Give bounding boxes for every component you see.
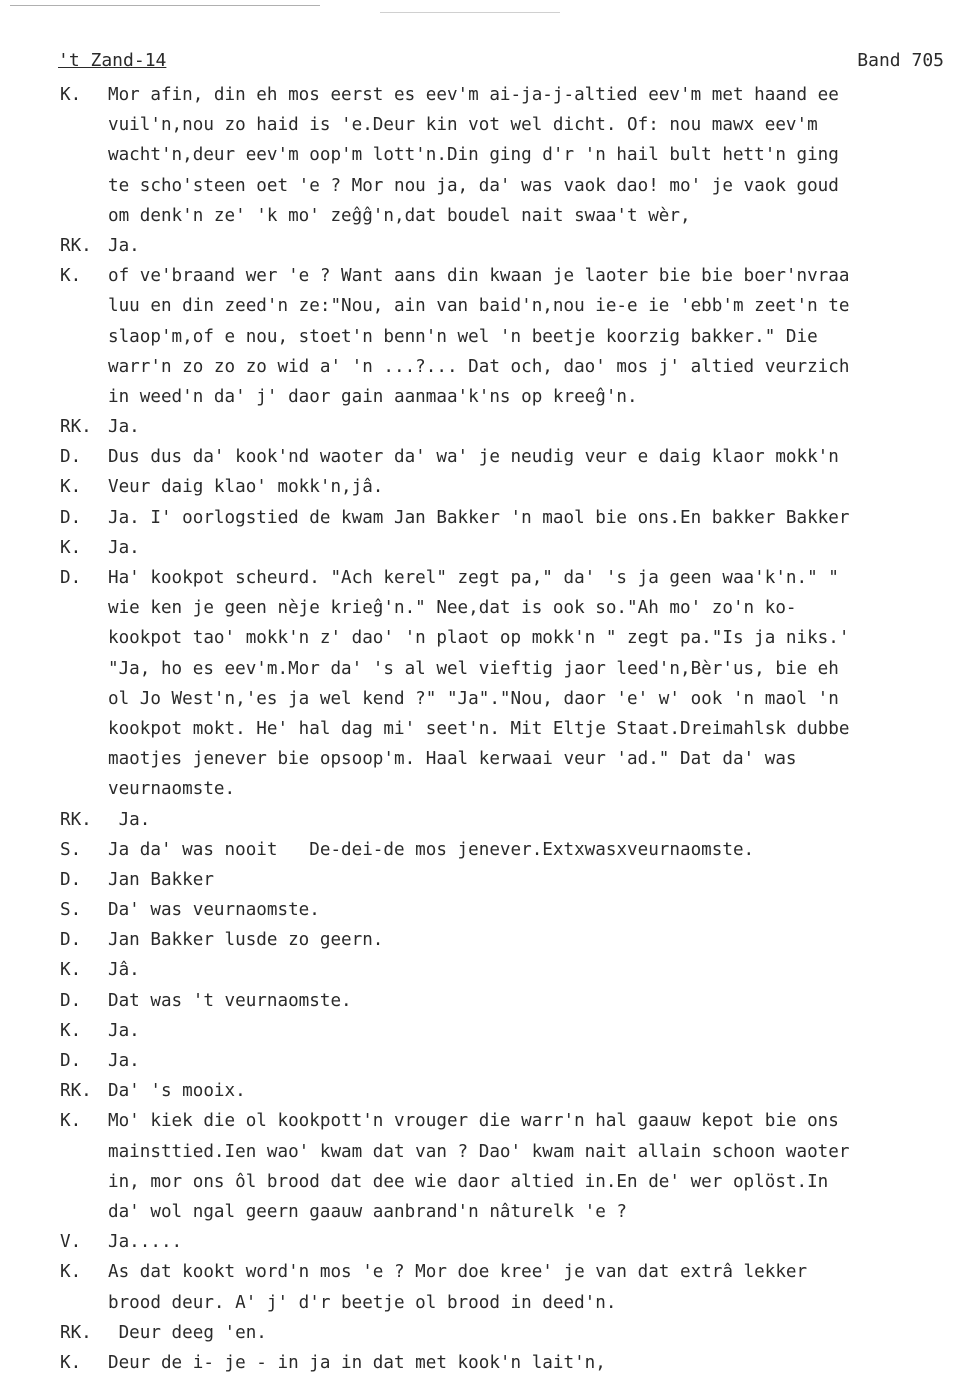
speaker-label: K. (60, 537, 82, 558)
speaker-label: K. (60, 1352, 82, 1373)
transcript-line (0, 955, 966, 985)
speaker-label: D. (60, 930, 82, 951)
line-text: brood deur. A' j' d'r beetje ol brood in deed'n. (108, 1292, 617, 1313)
transcript-line (0, 231, 966, 261)
speaker-label: RK. (60, 1322, 92, 1343)
line-text: Dus dus da' kook'nd waoter da' wa' je neudig veur e daig klaor mokk'n (108, 447, 839, 468)
line-text: of ve'braand wer 'e ? Want aans din kwaan je laoter bie bie boer'nvraa (108, 266, 850, 287)
transcript-line (0, 865, 966, 895)
speaker-label: RK. (60, 1081, 92, 1102)
transcript-line (0, 472, 966, 502)
speaker-label: D. (60, 990, 82, 1011)
line-text: kookpot mokt. He' hal dag mi' seet'n. Mit Eltje Staat.Dreimahlsk dubbe (108, 718, 850, 739)
speaker-label: RK. (60, 235, 92, 256)
line-text: Deur de i- je - in ja in dat met kook'n lait'n, (108, 1352, 606, 1373)
line-text: veurnaomste. (108, 779, 236, 800)
transcript-line (0, 1106, 966, 1136)
page-number: Band 705 (857, 50, 944, 71)
speaker-label: K. (60, 1262, 82, 1283)
transcript-line (0, 986, 966, 1016)
transcript-line (0, 1318, 966, 1348)
line-text: wie ken je geen nèje krieĝ'n." Nee,dat is ook so."Ah mo' zo'n ko- (108, 598, 797, 619)
line-text: maotjes jenever bie opsoop'm. Haal kerwaai veur 'ad." Dat da' was (108, 749, 797, 770)
line-text: Da' 's mooix. (108, 1081, 246, 1102)
line-text: Ja. (108, 417, 140, 438)
transcript-line (0, 1197, 966, 1227)
page-header (58, 50, 958, 76)
line-text: As dat kookt word'n mos 'e ? Mor doe kree' je van dat extrâ lekker (108, 1262, 808, 1283)
line-text: Mo' kiek die ol kookpott'n vrouger die warr'n hal gaauw kepot bie ons (108, 1111, 839, 1132)
line-text: te scho'steen oet 'e ? Mor nou ja, da' was vaok dao! mo' je vaok goud (108, 175, 839, 196)
transcript-line (0, 925, 966, 955)
speaker-label: RK. (60, 417, 92, 438)
transcript-line (0, 291, 966, 321)
transcript-line (0, 322, 966, 352)
speaker-label: K. (60, 960, 82, 981)
line-text: Ja. (108, 1020, 140, 1041)
transcript-line (0, 110, 966, 140)
transcript-line (0, 563, 966, 593)
speaker-label: S. (60, 900, 82, 921)
line-text: da' wol ngal geern gaauw aanbrand'n nâturelk 'e ? (108, 1201, 628, 1222)
transcript-line (0, 503, 966, 533)
transcript-line (0, 835, 966, 865)
line-text: Veur daig klao' mokk'n,jâ. (108, 477, 384, 498)
line-text: om denk'n ze' 'k mo' zeĝĝ'n,dat boudel nait swaa't wèr, (108, 205, 691, 226)
transcript-line (0, 714, 966, 744)
speaker-label: D. (60, 447, 82, 468)
line-text: Ja. (108, 809, 151, 830)
transcript-line (0, 774, 966, 804)
transcript-line (0, 442, 966, 472)
transcript-line (0, 1046, 966, 1076)
line-text: Ja..... (108, 1232, 183, 1253)
line-text: Deur deeg 'en. (108, 1322, 267, 1343)
transcript-line (0, 533, 966, 563)
transcript-line (0, 1257, 966, 1287)
speaker-label: K. (60, 477, 82, 498)
transcript-line (0, 654, 966, 684)
speaker-label: D. (60, 568, 82, 588)
line-text: kookpot tao' mokk'n z' dao' 'n plaot op mokk'n " zegt pa."Is ja niks.' (108, 628, 850, 649)
line-text: Ha' kookpot scheurd. "Ach kerel" zegt pa," da' 's ja geen waa'k'n." " (108, 568, 839, 588)
line-text: vuil'n,nou zo haid is 'e.Deur kin vot wel dicht. Of: nou mawx eev'm (108, 115, 818, 136)
speaker-label: V. (60, 1232, 82, 1253)
speaker-label: K. (60, 85, 82, 105)
line-text: Ja da' was nooit De-dei-de mos jenever.Extxwasxveurnaomste. (108, 839, 755, 860)
top-rule (380, 12, 560, 13)
line-text: wacht'n,deur eev'm oop'm lott'n.Din ging d'r 'n hail bult hett'n ging (108, 145, 839, 166)
transcript-line (0, 1016, 966, 1046)
line-text: Mor afin, din eh mos eerst es eev'm ai-ja-j-altied eev'm met haand ee (108, 85, 839, 105)
line-text: slaop'm,of e nou, stoet'n benn'n wel 'n beetje koorzig bakker." Die (108, 326, 818, 347)
line-text: warr'n zo zo zo wid a' 'n ...?... Dat och, dao' mos j' altied veurzich (108, 356, 850, 377)
transcript-line (0, 140, 966, 170)
transcript-line (0, 1227, 966, 1257)
transcript-line (0, 171, 966, 201)
line-text: Jan Bakker lusde zo geern. (108, 930, 384, 951)
speaker-label: D. (60, 1051, 82, 1071)
transcript-line (0, 412, 966, 442)
transcript-line (0, 352, 966, 382)
transcript-line (0, 744, 966, 774)
transcript-line (0, 805, 966, 835)
transcript-line (0, 201, 966, 231)
transcript-line (0, 1167, 966, 1197)
transcript-line (0, 684, 966, 714)
transcript-line (0, 261, 966, 291)
line-text: Da' was veurnaomste. (108, 900, 320, 921)
transcript-line (0, 1076, 966, 1106)
transcript-line (0, 80, 966, 110)
speaker-label: K. (60, 1111, 82, 1132)
transcript-line (0, 1288, 966, 1318)
line-text: "Ja, ho es eev'm.Mor da' 's al wel vieftig jaor leed'n,Bèr'us, bie eh (108, 658, 839, 679)
speaker-label: K. (60, 1020, 82, 1041)
header-title: 't Zand-14 (58, 50, 167, 71)
speaker-label: S. (60, 839, 82, 860)
top-rule (10, 5, 320, 6)
speaker-label: RK. (60, 809, 92, 830)
line-text: in, mor ons ôl brood dat dee wie daor altied in.En de' wer oplöst.In (108, 1171, 829, 1192)
transcript-line (0, 382, 966, 412)
line-text: Ja. I' oorlogstied de kwam Jan Bakker 'n maol bie ons.En bakker Bakker (108, 507, 850, 528)
line-text: Jan Bakker (108, 869, 214, 890)
speaker-label: D. (60, 869, 82, 890)
line-text: mainsttied.Ien wao' kwam dat van ? Dao' kwam nait allain schoon waoter (108, 1141, 850, 1162)
line-text: luu en din zeed'n ze:"Nou, ain van baid'n,nou ie-e ie 'ebb'm zeet'n te (108, 296, 850, 317)
line-text: ol Jo West'n,'es ja wel kend ?" "Ja"."Nou, daor 'e' w' ook 'n maol 'n (108, 688, 839, 709)
transcript-line (0, 623, 966, 653)
line-text: Ja. (108, 537, 140, 558)
speaker-label: K. (60, 266, 82, 287)
line-text: Ja. (108, 1051, 140, 1071)
line-text: Jâ. (108, 960, 140, 981)
line-text: in weed'n da' j' daor gain aanmaa'k'ns op kreeĝ'n. (108, 386, 638, 407)
transcript-line (0, 1348, 966, 1378)
transcript-line (0, 1137, 966, 1167)
transcript-line (0, 593, 966, 623)
transcript (0, 80, 966, 1378)
transcript-line (0, 895, 966, 925)
line-text: Dat was 't veurnaomste. (108, 990, 352, 1011)
speaker-label: D. (60, 507, 82, 528)
line-text: Ja. (108, 235, 140, 256)
